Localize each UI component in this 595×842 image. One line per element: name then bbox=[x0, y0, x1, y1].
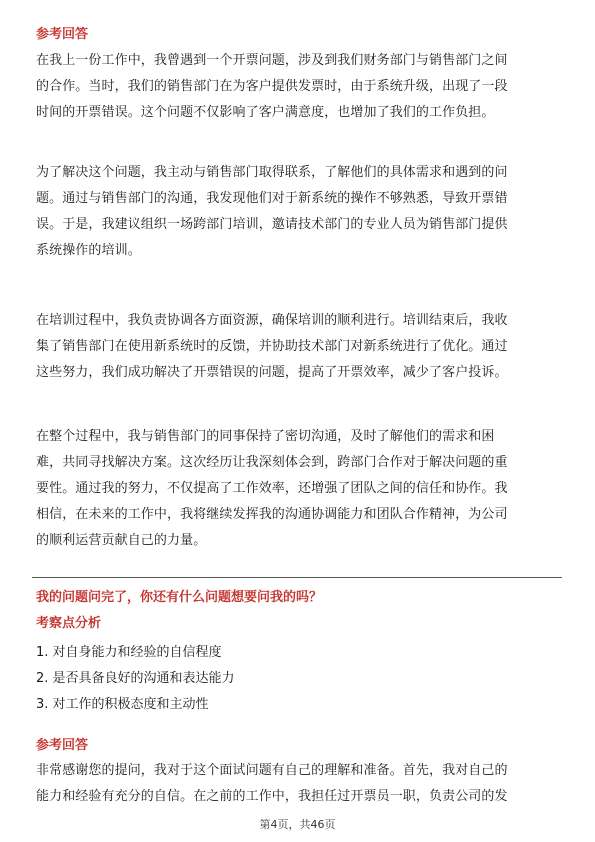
text-line: 为了解决这个问题，我主动与销售部门取得联系，了解他们的具体需求和遇到的问 bbox=[36, 165, 508, 180]
text-line: 难，共同寻找解决方案。这次经历让我深刻体会到，跨部门合作对于解决问题的重 bbox=[36, 455, 508, 470]
text-line: 的顺利运营贡献自己的力量。 bbox=[36, 533, 207, 548]
answer-paragraph-2 bbox=[36, 160, 564, 264]
text-line: 误。于是，我建议组织一场跨部门培训，邀请技术部门的专业人员为销售部门提供 bbox=[36, 217, 508, 232]
list-item: 3. 对工作的积极态度和主动性 bbox=[36, 697, 209, 712]
analysis-heading: 考察点分析 bbox=[36, 616, 102, 631]
text-line: 相信，在未来的工作中，我将继续发挥我的沟通协调能力和团队合作精神，为公司 bbox=[36, 507, 508, 522]
answer-paragraph-5 bbox=[36, 758, 564, 810]
text-line: 在我上一份工作中，我曾遇到一个开票问题，涉及到我们财务部门与销售部门之间 bbox=[36, 53, 508, 68]
text-line: 系统操作的培训。 bbox=[36, 243, 141, 258]
interview-question: 我的问题问完了，你还有什么问题想要问我的吗？ bbox=[36, 590, 323, 605]
text-line: 要性。通过我的努力，不仅提高了工作效率，还增强了团队之间的信任和协作。我 bbox=[36, 481, 508, 496]
answer-paragraph-4 bbox=[36, 424, 564, 554]
section-divider bbox=[32, 577, 562, 578]
answer-paragraph-1 bbox=[36, 48, 564, 126]
list-item: 2. 是否具备良好的沟通和表达能力 bbox=[36, 671, 235, 686]
answer-paragraph-3 bbox=[36, 308, 564, 386]
text-line: 能力和经验有充分的自信。在之前的工作中，我担任过开票员一职，负责公司的发 bbox=[36, 789, 508, 804]
text-line: 题。通过与销售部门的沟通，我发现他们对于新系统的操作不够熟悉，导致开票错 bbox=[36, 191, 508, 206]
text-line: 非常感谢您的提问，我对于这个面试问题有自己的理解和准备。首先，我对自己的 bbox=[36, 763, 508, 778]
text-line: 时间的开票错误。这个问题不仅影响了客户满意度，也增加了我们的工作负担。 bbox=[36, 105, 495, 120]
text-line: 的合作。当时，我们的销售部门在为客户提供发票时，由于系统升级，出现了一段 bbox=[36, 79, 508, 94]
text-line: 在培训过程中，我负责协调各方面资源，确保培训的顺利进行。培训结束后，我收 bbox=[36, 313, 508, 328]
page-footer: 第4页，共46页 bbox=[259, 818, 336, 831]
analysis-list bbox=[36, 640, 235, 718]
list-item: 1. 对自身能力和经验的自信程度 bbox=[36, 645, 222, 660]
text-line: 在整个过程中，我与销售部门的同事保持了密切沟通，及时了解他们的需求和困 bbox=[36, 429, 495, 444]
section-heading-reference-answer: 参考回答 bbox=[36, 27, 89, 42]
text-line: 集了销售部门在使用新系统时的反馈，并协助技术部门对新系统进行了优化。通过 bbox=[36, 339, 508, 354]
text-line: 这些努力，我们成功解决了开票错误的问题，提高了开票效率，减少了客户投诉。 bbox=[36, 365, 508, 380]
section-heading-reference-answer-2: 参考回答 bbox=[36, 738, 89, 753]
